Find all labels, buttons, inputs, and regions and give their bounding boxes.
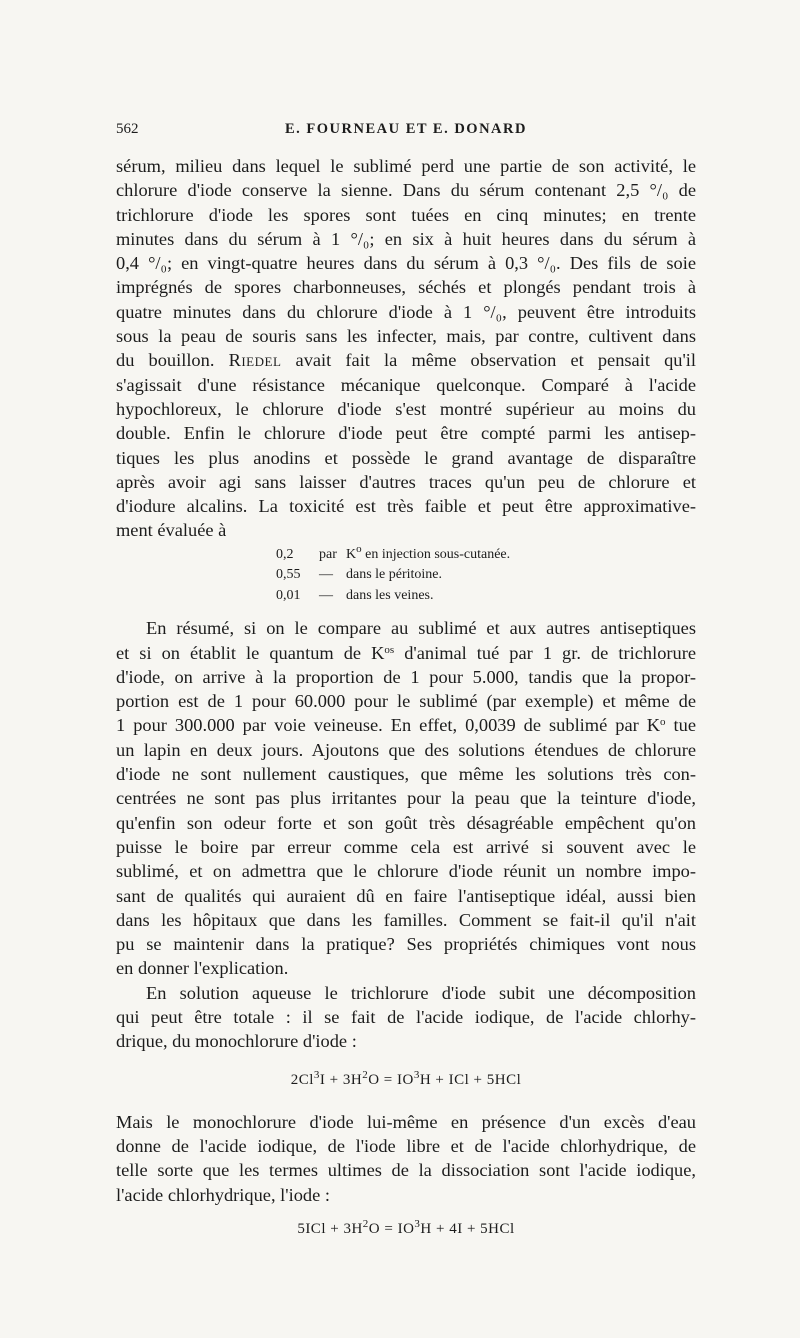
text-fragment: d'animal tué par 1 gr. de trichlorure xyxy=(394,642,696,663)
equation-1 xyxy=(116,1068,696,1092)
eq-term: O = IO xyxy=(368,1071,414,1088)
text-line xyxy=(116,713,696,737)
text-line xyxy=(116,641,696,665)
text-line: trichlorure d'iode les spores sont tuées en cinq minutes; en trente xyxy=(116,204,696,225)
superscript: os xyxy=(384,643,395,656)
route-text: en injection sous-cutanée. xyxy=(365,546,511,562)
text-line: d'iode, on arrive à la proportion de 1 pour 5.000, tandis que la propor- xyxy=(116,666,696,687)
prefix-cell: — xyxy=(319,587,333,603)
eq-term: 2Cl xyxy=(290,1071,314,1088)
prefix-cell: — xyxy=(319,567,333,583)
text-fragment: 1 pour 300.000 par voie veineuse. En effet, 0,0039 de sublimé par K xyxy=(116,715,661,736)
text-line: tiques les plus anodins et possède le grand avantage de disparaître xyxy=(116,447,696,468)
paragraph-2 xyxy=(116,616,696,980)
eq-sup: 2 xyxy=(362,1218,369,1231)
text-line: qui peut être totale : il se fait de l'acide iodique, de l'acide chlorhy- xyxy=(116,1007,696,1027)
unit: K xyxy=(346,546,357,562)
eq-term: H + ICl + 5HCl xyxy=(419,1071,522,1088)
text-line xyxy=(116,348,696,372)
text-fragment: tue xyxy=(665,715,696,736)
text-line: un lapin en deux jours. Ajoutons que des solutions étendues de chlorure xyxy=(116,739,696,760)
text-line: ment évaluée à xyxy=(116,520,227,541)
text-line: puisse le boire par erreur comme cela est arrivé si souvent avec le xyxy=(116,836,696,857)
unit-sup: o xyxy=(356,542,362,555)
text-fragment: du bouillon. xyxy=(116,350,215,371)
text-line: 0,4 °/₀; en vingt-quatre heures dans du sérum à 0,3 °/₀. Des fils de soie xyxy=(116,253,696,274)
text-line: qu'enfin son odeur forte et son goût très désagréable empêchent qu'on xyxy=(116,812,696,833)
text-line: minutes dans du sérum à 1 °/₀; en six à huit heures dans du sérum à xyxy=(116,228,696,249)
text-line: sous la peau de souris sans les infecter, mais, par contre, cultivent dans xyxy=(116,326,696,347)
author-name: Riedel xyxy=(228,350,282,371)
route-text: dans les veines. xyxy=(346,587,434,603)
page-number: 562 xyxy=(116,121,139,137)
text-line: portion est de 1 pour 60.000 pour le sublimé (par exemple) et même de xyxy=(116,691,696,712)
eq-sup: 2 xyxy=(362,1068,369,1081)
table-row xyxy=(276,545,510,566)
table-row xyxy=(276,565,510,586)
text-line: l'acide chlorhydrique, l'iode : xyxy=(116,1184,330,1205)
text-line: sublimé, et on admettra que le chlorure d'iode réunit un nombre impo- xyxy=(116,861,696,882)
route-text: dans le péritoine. xyxy=(346,567,443,583)
prefix-cell: par xyxy=(319,546,337,562)
eq-sup: 3 xyxy=(414,1218,421,1231)
text-line: double. Enfin le chlorure d'iode peut être compté parmi les antisep- xyxy=(116,423,696,444)
text-line: chlorure d'iode conserve la sienne. Dans du sérum contenant 2,5 °/₀ de xyxy=(116,180,696,201)
text-line: pu se maintenir dans la pratique? Ses propriétés chimiques vont nous xyxy=(116,934,696,955)
text-line: d'iode ne sont nullement caustiques, que même les solutions très con- xyxy=(116,764,696,785)
text-line: dans les hôpitaux que dans les familles. Comment se fait-il qu'il n'ait xyxy=(116,909,696,930)
text-line: centrées ne sont pas plus irritantes pour la peau que la teinture d'iode, xyxy=(116,788,696,809)
text-fragment: avait fait la même observation et pensait qu'il xyxy=(295,350,696,371)
text-line: sant de qualités qui auraient dû en faire l'antiseptique idéal, aussi bien xyxy=(116,885,696,906)
body-text xyxy=(116,154,696,1259)
dose-cell: 0,01 xyxy=(276,587,301,603)
eq-sup: 3 xyxy=(413,1068,420,1081)
text-line: hypochloreux, le chlorure d'iode s'est montré supérieur au moins du xyxy=(116,398,696,419)
dose-cell: 0,2 xyxy=(276,546,294,562)
text-line: Mais le monochlorure d'iode lui-même en présence d'un excès d'eau xyxy=(116,1111,696,1132)
text-line: en donner l'explication. xyxy=(116,958,289,979)
dose-cell: 0,55 xyxy=(276,567,301,583)
text-line: En résumé, si on le compare au sublimé et aux autres antiseptiques xyxy=(146,618,696,639)
route-cell xyxy=(346,586,510,607)
toxicity-table xyxy=(276,542,511,607)
text-line: s'agissait d'une résistance mécanique quelconque. Comparé à l'acide xyxy=(116,374,696,395)
text-line: telle sorte que les termes ultimes de la dissociation sont l'acide iodique, xyxy=(116,1160,696,1181)
eq-sup: 3 xyxy=(313,1068,320,1081)
eq-term: O = IO xyxy=(368,1221,415,1238)
eq-term: 5ICl + 3H xyxy=(297,1221,363,1238)
text-line: après avoir agi sans laisser d'autres traces qu'un peu de chlorure et xyxy=(116,471,696,492)
text-line: sérum, milieu dans lequel le sublimé perd une partie de son activité, le xyxy=(116,156,696,176)
eq-term: H + 4I + 5HCl xyxy=(420,1221,515,1238)
table-row xyxy=(276,586,510,607)
paragraph-4 xyxy=(116,1110,696,1207)
paragraph-1 xyxy=(116,154,696,543)
text-line: d'iodure alcalins. La toxicité est très faible et peut être approximative- xyxy=(116,496,696,517)
superscript: o xyxy=(660,716,666,729)
text-line: quatre minutes dans du chlorure d'iode à 1 °/₀, peuvent être introduits xyxy=(116,301,696,322)
eq-term: I + 3H xyxy=(319,1071,363,1088)
running-title: E. FOURNEAU ET E. DONARD xyxy=(285,121,527,137)
page-header xyxy=(116,121,696,143)
text-fragment: et si on établit le quantum de K xyxy=(116,642,385,663)
route-cell xyxy=(346,542,511,566)
equation-2 xyxy=(116,1217,696,1241)
text-line: donne de l'acide iodique, de l'iode libre et de l'acide chlorhydrique, de xyxy=(116,1136,696,1157)
text-line: drique, du monochlorure d'iode : xyxy=(116,1031,357,1052)
paragraph-3 xyxy=(116,981,696,1054)
text-line: imprégnés de spores charbonneuses, séchés et plongés pendant trois à xyxy=(116,277,696,298)
text-line: En solution aqueuse le trichlorure d'iode subit une décomposition xyxy=(146,982,696,1003)
route-cell xyxy=(346,565,510,586)
